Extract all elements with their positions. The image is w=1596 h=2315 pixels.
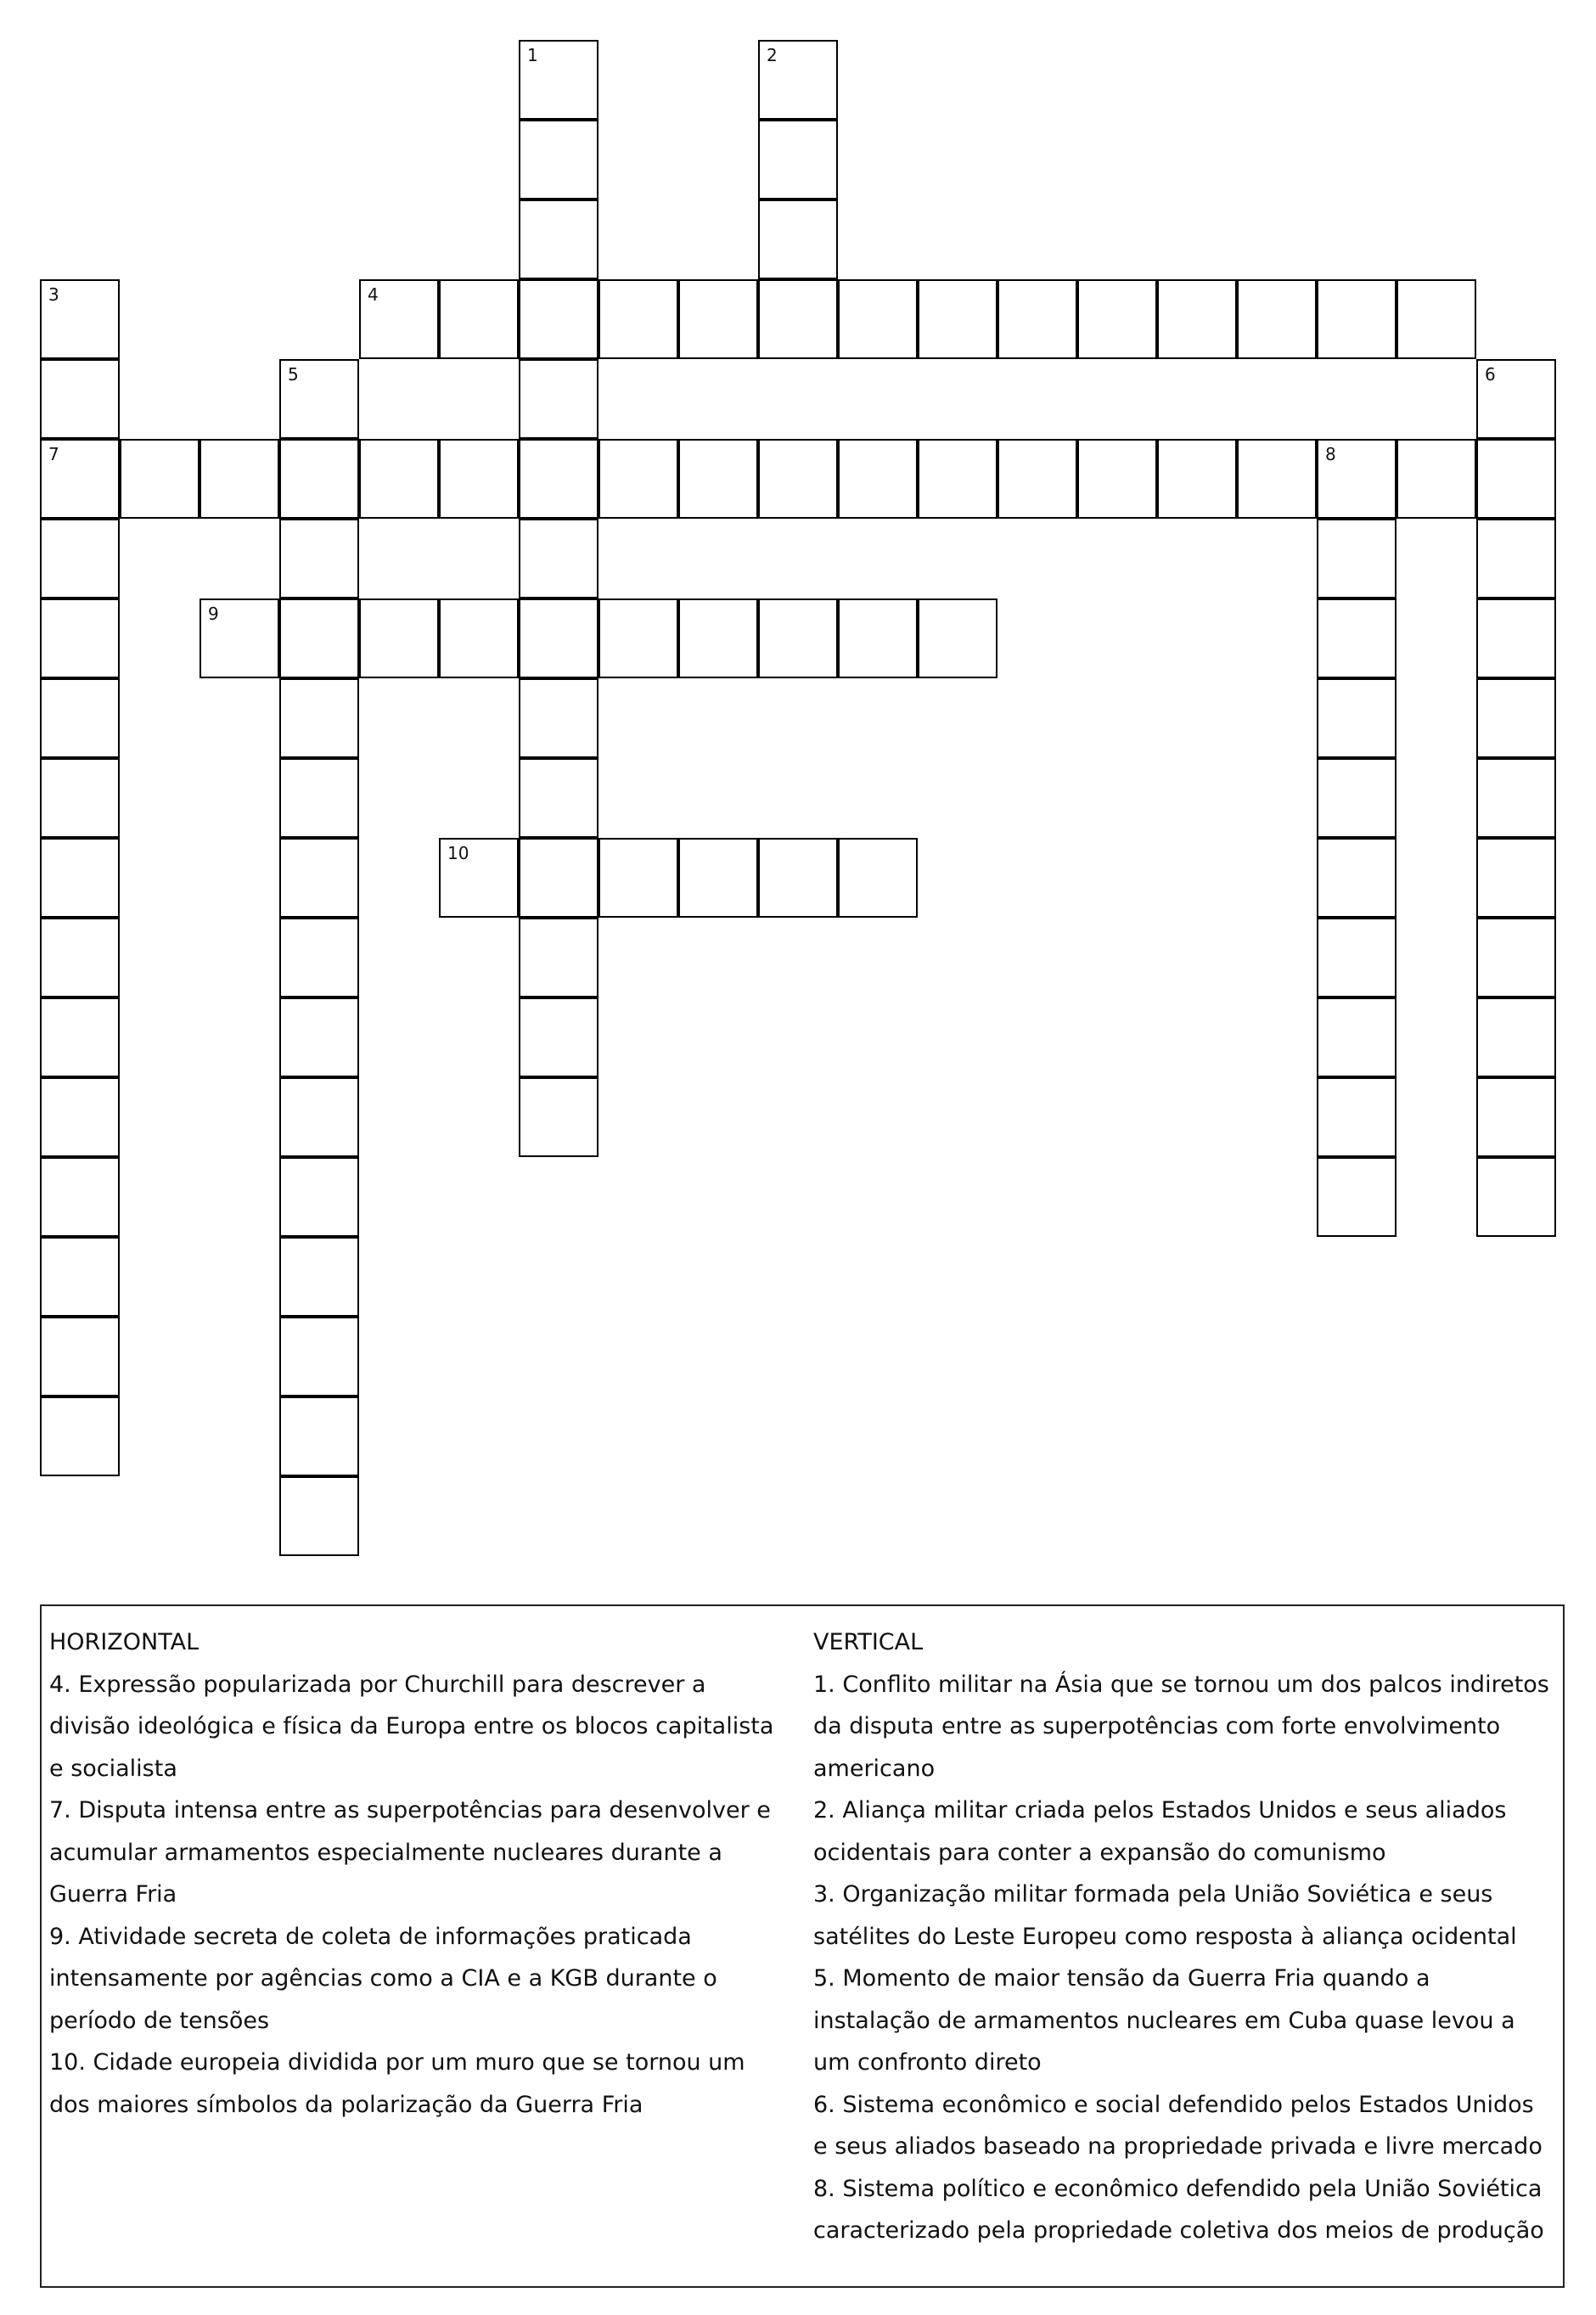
grid-cell[interactable]	[758, 199, 838, 279]
grid-cell[interactable]	[678, 838, 758, 918]
grid-cell[interactable]	[997, 439, 1077, 519]
grid-cell[interactable]	[359, 439, 439, 519]
clue-box	[40, 1604, 1565, 2288]
grid-cell[interactable]	[519, 359, 598, 439]
vertical-heading: VERTICAL	[813, 1629, 924, 1655]
grid-cell[interactable]	[279, 1237, 359, 1317]
grid-cell[interactable]	[40, 1237, 120, 1317]
clue-number: 6	[1485, 364, 1496, 385]
clue-number: 9	[208, 604, 219, 624]
grid-cell[interactable]	[40, 997, 120, 1077]
grid-cell	[40, 439, 120, 519]
grid-cell[interactable]	[1396, 279, 1476, 359]
grid-cell[interactable]	[758, 838, 838, 918]
grid-cell[interactable]	[200, 439, 279, 519]
grid-cell[interactable]	[1476, 359, 1556, 439]
grid-cell[interactable]	[758, 439, 838, 519]
grid-cell[interactable]	[40, 1317, 120, 1396]
clue-vertical-1: 1. Conflito militar na Ásia que se tornou um dos palcos indiretos da disputa entre as superpotências com forte envolvimento americano	[813, 1671, 1549, 1782]
clue-number: 10	[447, 843, 469, 863]
clue-number: 3	[48, 284, 59, 305]
grid-cell[interactable]	[758, 279, 838, 359]
horizontal-heading: HORIZONTAL	[49, 1629, 200, 1655]
horizontal-clues	[49, 1621, 788, 2126]
grid-cell[interactable]	[1476, 838, 1556, 918]
grid-cell[interactable]	[200, 598, 279, 678]
grid-cell[interactable]	[1476, 758, 1556, 838]
clue-vertical-6: 6. Sistema econômico e social defendido pelos Estados Unidos e seus aliados baseado na propriedade privada e livre mercado	[813, 2091, 1543, 2160]
clue-number: 1	[527, 45, 538, 65]
grid-cell[interactable]	[279, 1157, 359, 1237]
grid-cell	[519, 598, 598, 678]
grid-cell[interactable]	[1317, 279, 1396, 359]
grid-cell	[1317, 439, 1396, 519]
grid-cell	[519, 279, 598, 359]
grid-cell[interactable]	[1317, 678, 1396, 758]
grid-cell[interactable]	[1237, 279, 1317, 359]
clue-vertical-8: 8. Sistema político e econômico defendido pela União Soviética caracterizado pela propriedade coletiva dos meios de produção	[813, 2175, 1544, 2244]
grid-cell[interactable]	[279, 997, 359, 1077]
clue-horizontal-4: 4. Expressão popularizada por Churchill para descrever a divisão ideológica e física da Europa entre os blocos capitalista e socialista	[49, 1671, 774, 1782]
clue-number: 2	[767, 45, 778, 65]
grid-cell[interactable]	[40, 758, 120, 838]
grid-cell[interactable]	[678, 279, 758, 359]
grid-cell[interactable]	[40, 678, 120, 758]
grid-cell	[279, 598, 359, 678]
grid-cell[interactable]	[598, 439, 678, 519]
grid-cell[interactable]	[598, 838, 678, 918]
grid-cell[interactable]	[918, 279, 997, 359]
grid-cell[interactable]	[40, 1077, 120, 1157]
grid-cell[interactable]	[758, 120, 838, 199]
grid-cell[interactable]	[1317, 997, 1396, 1077]
grid-cell[interactable]	[678, 439, 758, 519]
grid-cell[interactable]	[279, 758, 359, 838]
grid-cell[interactable]	[678, 598, 758, 678]
grid-cell[interactable]	[40, 1396, 120, 1476]
grid-cell[interactable]	[439, 838, 519, 918]
grid-cell[interactable]	[519, 199, 598, 279]
grid-cell[interactable]	[279, 359, 359, 439]
grid-cell[interactable]	[279, 678, 359, 758]
grid-cell[interactable]	[1476, 918, 1556, 997]
grid-cell[interactable]	[279, 519, 359, 598]
grid-cell	[1476, 439, 1556, 519]
clue-horizontal-9: 9. Atividade secreta de coleta de informações praticada intensamente por agências como a CIA e a KGB durante o período de tensões	[49, 1923, 717, 2034]
grid-cell[interactable]	[1476, 519, 1556, 598]
grid-cell[interactable]	[1317, 758, 1396, 838]
clue-number: 8	[1325, 444, 1336, 464]
grid-cell[interactable]	[1077, 439, 1157, 519]
grid-cell[interactable]	[758, 40, 838, 120]
grid-cell[interactable]	[40, 279, 120, 359]
grid-cell[interactable]	[1237, 439, 1317, 519]
grid-cell[interactable]	[918, 439, 997, 519]
grid-cell[interactable]	[279, 1476, 359, 1556]
grid-cell[interactable]	[439, 279, 519, 359]
grid-cell[interactable]	[1317, 838, 1396, 918]
grid-cell[interactable]	[1157, 279, 1237, 359]
grid-cell[interactable]	[1476, 678, 1556, 758]
grid-cell[interactable]	[1476, 1077, 1556, 1157]
grid-cell[interactable]	[120, 439, 200, 519]
grid-cell[interactable]	[359, 598, 439, 678]
grid-cell[interactable]	[40, 838, 120, 918]
grid-cell[interactable]	[40, 519, 120, 598]
clue-vertical-3: 3. Organização militar formada pela União Soviética e seus satélites do Leste Europeu como resposta à aliança ocidental	[813, 1881, 1517, 1950]
grid-cell[interactable]	[40, 918, 120, 997]
grid-cell[interactable]	[439, 439, 519, 519]
grid-cell[interactable]	[1317, 918, 1396, 997]
grid-cell[interactable]	[279, 838, 359, 918]
clue-horizontal-10: 10. Cidade europeia dividida por um muro que se tornou um dos maiores símbolos da polarização da Guerra Fria	[49, 2049, 745, 2118]
grid-cell[interactable]	[1317, 519, 1396, 598]
grid-cell[interactable]	[359, 279, 439, 359]
grid-cell[interactable]	[1396, 439, 1476, 519]
grid-cell[interactable]	[598, 598, 678, 678]
grid-cell[interactable]	[519, 918, 598, 997]
grid-cell[interactable]	[1317, 1077, 1396, 1157]
grid-cell[interactable]	[279, 918, 359, 997]
grid-cell[interactable]	[519, 120, 598, 199]
grid-cell[interactable]	[1317, 1157, 1396, 1237]
grid-cell[interactable]	[598, 279, 678, 359]
clue-vertical-5: 5. Momento de maior tensão da Guerra Fria quando a instalação de armamentos nucleares em Cuba quase levou a um confronto direto	[813, 1965, 1515, 2076]
grid-cell[interactable]	[519, 1077, 598, 1157]
grid-cell	[279, 439, 359, 519]
grid-cell[interactable]	[519, 519, 598, 598]
grid-cell[interactable]	[1476, 598, 1556, 678]
clue-number: 4	[368, 284, 379, 305]
grid-cell[interactable]	[439, 598, 519, 678]
vertical-clues	[813, 1621, 1552, 2252]
grid-cell[interactable]	[997, 279, 1077, 359]
grid-cell	[519, 838, 598, 918]
clue-number: 5	[288, 364, 299, 385]
grid-cell[interactable]	[519, 758, 598, 838]
grid-cell[interactable]	[519, 997, 598, 1077]
grid-cell[interactable]	[838, 598, 918, 678]
grid-cell[interactable]	[519, 678, 598, 758]
grid-cell[interactable]	[1476, 997, 1556, 1077]
grid-cell[interactable]	[279, 1317, 359, 1396]
grid-cell[interactable]	[40, 598, 120, 678]
grid-cell[interactable]	[279, 1077, 359, 1157]
grid-cell[interactable]	[40, 1157, 120, 1237]
grid-cell[interactable]	[1077, 279, 1157, 359]
grid-cell[interactable]	[838, 279, 918, 359]
grid-cell[interactable]	[758, 598, 838, 678]
clue-vertical-2: 2. Aliança militar criada pelos Estados Unidos e seus aliados ocidentais para conter a expansão do comunismo	[813, 1797, 1507, 1866]
grid-cell[interactable]	[1317, 598, 1396, 678]
grid-cell[interactable]	[1476, 1157, 1556, 1237]
grid-cell[interactable]	[838, 838, 918, 918]
grid-cell[interactable]	[918, 598, 997, 678]
grid-cell[interactable]	[519, 40, 598, 120]
clue-horizontal-7: 7. Disputa intensa entre as superpotências para desenvolver e acumular armamentos especialmente nucleares durante a Guerra Fria	[49, 1797, 771, 1908]
grid-cell[interactable]	[279, 1396, 359, 1476]
clue-number: 7	[48, 444, 59, 464]
grid-cell[interactable]	[40, 359, 120, 439]
grid-cell	[519, 439, 598, 519]
grid-cell[interactable]	[1157, 439, 1237, 519]
grid-cell[interactable]	[838, 439, 918, 519]
